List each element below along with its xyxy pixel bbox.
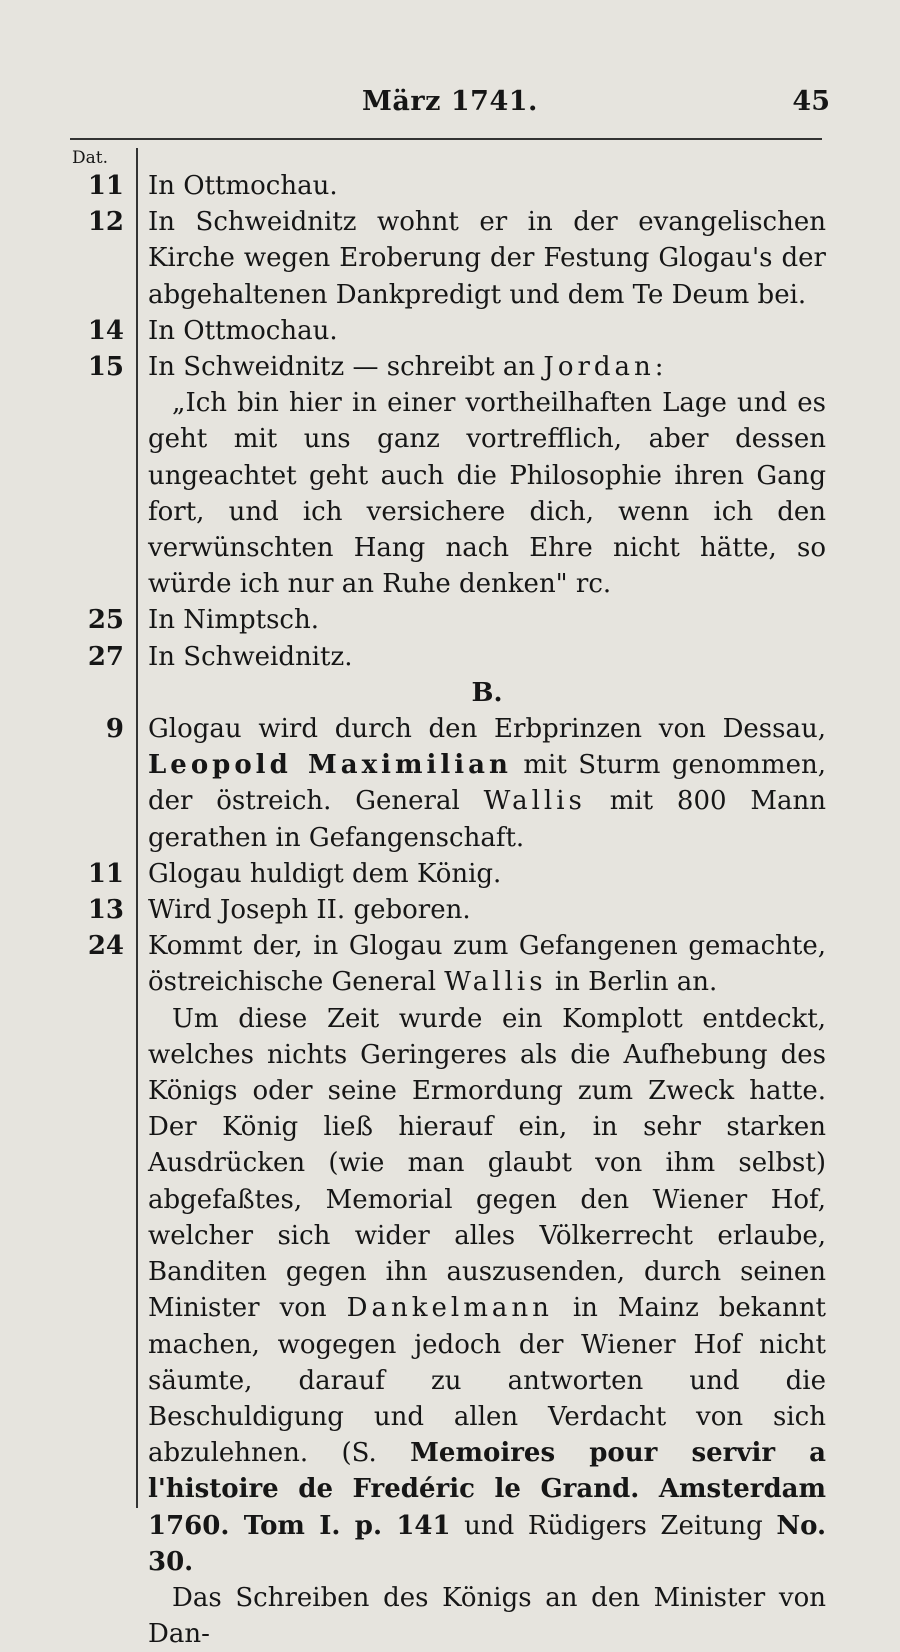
body-paragraph-continued: Das Schreiben des Königs an den Minister von Dan- xyxy=(148,1582,826,1650)
paragraph-text: in Mainz bekannt machen, wogegen jedoch der Wiener Hof nicht säumte, darauf zu antworten und die Beschuldigung und allen Verdacht von sich abzulehnen. (S. xyxy=(148,1293,826,1469)
entry-row xyxy=(64,602,826,638)
entry-text: In Nimptsch. xyxy=(148,605,320,636)
person-name: Leopold Maximilian xyxy=(148,750,512,781)
citation: Memoires pour servir a l'histoire de Fredéric le Grand. Amsterdam 1760. Tom I. p. 141 xyxy=(148,1438,826,1541)
entry-text xyxy=(148,928,826,1000)
quote-row xyxy=(64,385,826,602)
entry-text-part: In Schweidnitz — schreibt an xyxy=(148,352,544,383)
entry-day xyxy=(64,385,124,602)
entry-text: In Schweidnitz wohnt er in der evangelischen Kirche wegen Eroberung der Festung Glogau's der abgehaltenen Dankpredigt und dem Te Deum bei. xyxy=(148,207,826,310)
entry-row xyxy=(64,168,826,204)
entry-day: 12 xyxy=(87,207,124,238)
entry-row xyxy=(64,313,826,349)
entry-day: 14 xyxy=(87,315,124,346)
section-heading: B. xyxy=(471,677,503,708)
entry-day: 25 xyxy=(87,605,124,636)
person-name: Dankelmann xyxy=(346,1293,553,1324)
entry-text: Wird Joseph II. geboren. xyxy=(148,895,471,926)
paragraph-text: Um diese Zeit wurde ein Komplott entdeckt, welches nichts Geringeres als die Aufhebung des Königs oder seine Ermordung zum Zweck hatte. Der König ließ hierauf ein, in sehr starken Ausdrücken (wie man glaubt von ihm selbst) abgefaßtes, Memorial gegen den Wiener Hof, welcher sich wider alles Völkerrecht erlaube, Banditen gegen ihn auszusenden, durch seinen Minister von xyxy=(148,1003,826,1324)
page-number: 45 xyxy=(792,86,830,117)
page-content xyxy=(64,168,826,1652)
entry-day: 27 xyxy=(87,641,124,672)
header-rule xyxy=(70,138,822,140)
entry-text-part: in Berlin an. xyxy=(546,967,718,998)
entry-text-part: mit Sturm genommen, der östreich. General xyxy=(148,750,826,817)
entry-text-part: Kommt der, in Glogau zum Gefangenen gemachte, östreichische General xyxy=(148,931,826,998)
entry-day: 9 xyxy=(105,714,124,745)
citation-number: No. 30. xyxy=(148,1510,827,1577)
entry-day: 13 xyxy=(87,895,124,926)
entry-row xyxy=(64,711,826,856)
paragraph-text: und Rüdigers Zeitung xyxy=(450,1510,777,1541)
entry-text: In Ottmochau. xyxy=(148,315,338,346)
entry-text xyxy=(148,711,826,856)
date-column-label: Dat. xyxy=(72,148,109,168)
entry-row xyxy=(64,639,826,675)
entry-row xyxy=(64,349,826,385)
person-name: Wallis xyxy=(483,786,586,817)
running-title: März 1741. xyxy=(362,86,538,117)
person-name: Jordan xyxy=(543,352,655,383)
entry-text xyxy=(148,349,826,385)
entry-day: 15 xyxy=(87,352,124,383)
entry-row xyxy=(64,928,826,1000)
entry-text: Glogau huldigt dem König. xyxy=(148,858,502,889)
entry-day: 24 xyxy=(87,931,124,962)
entry-day: 11 xyxy=(87,171,124,201)
entry-day: 11 xyxy=(87,858,124,889)
entry-text-part: mit 800 Mann gerathen in Gefangenschaft. xyxy=(148,786,826,853)
letter-quote: „Ich bin hier in einer vortheilhaften Lage und es geht mit uns ganz vortrefflich, aber dessen ungeachtet geht auch die Philosophie ihren Gang fort, und ich versichere dich, wenn ich den verwünschten Hang nach Ehre nicht hätte, so würde ich nur an Ruhe denken" rc. xyxy=(148,388,826,600)
person-name: Wallis xyxy=(444,967,547,998)
body-paragraph xyxy=(148,1001,826,1580)
entry-text-part: : xyxy=(654,352,664,383)
entry-text: In Ottmochau. xyxy=(148,171,338,201)
entry-text-part: Glogau wird durch den Erbprinzen von Dessau, xyxy=(148,714,826,745)
entry-row xyxy=(64,856,826,892)
entry-row xyxy=(64,204,826,313)
entry-text: In Schweidnitz. xyxy=(148,641,353,672)
entry-row xyxy=(64,892,826,928)
